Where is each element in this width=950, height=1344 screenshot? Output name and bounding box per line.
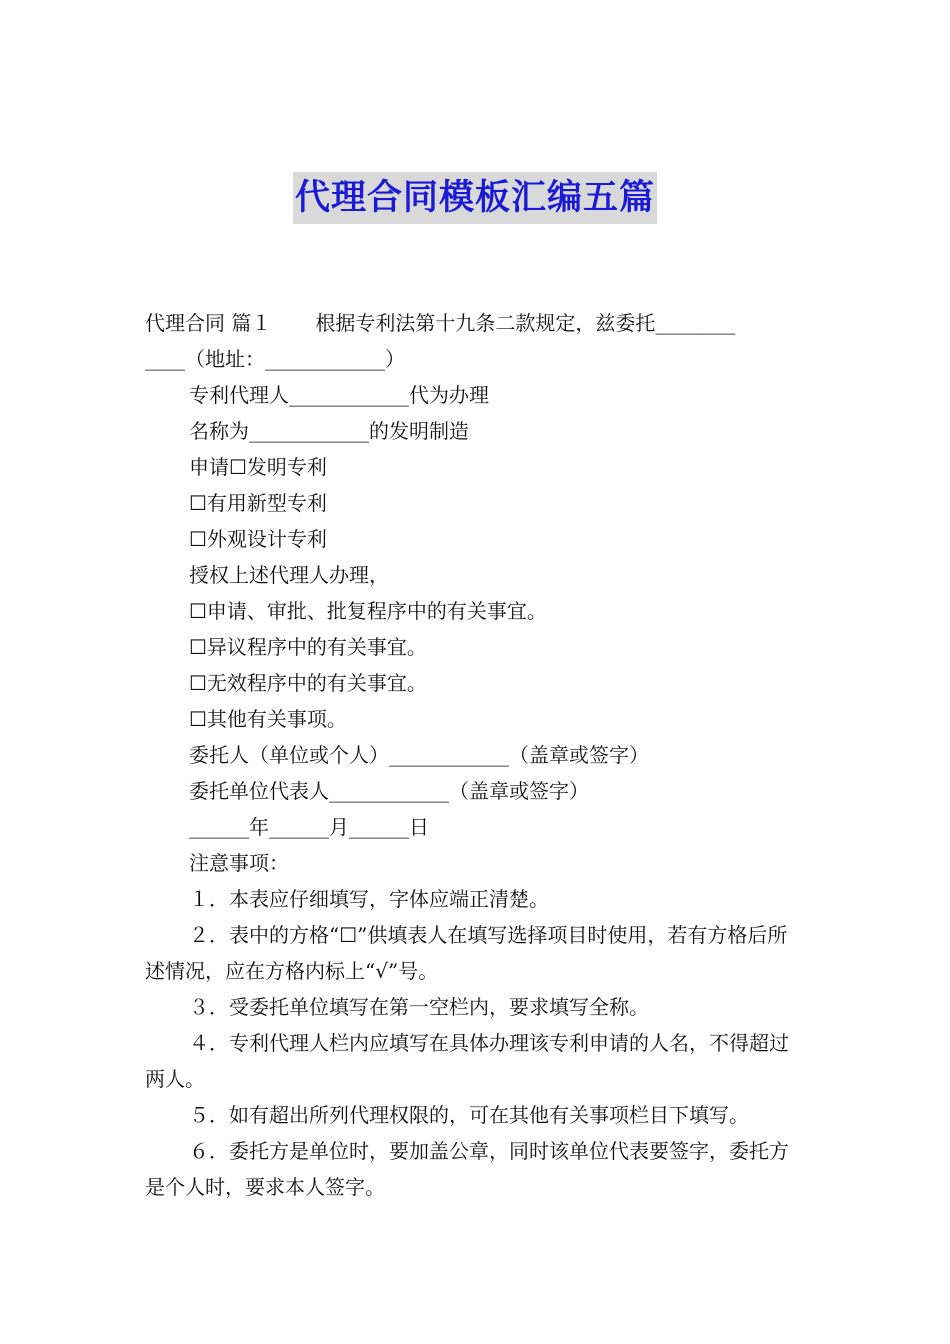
intro-line-2: ____（地址：____________） — [145, 347, 405, 371]
invention-name-line: 名称为____________的发明制造 — [189, 419, 469, 443]
design-patent-option: ☐外观设计专利 — [189, 527, 327, 551]
client-representative-line: 委托单位代表人____________（盖章或签字） — [189, 779, 589, 803]
invalidation-matters-option: ☐无效程序中的有关事宜。 — [189, 671, 427, 695]
approval-matters-option: ☐申请、审批、批复程序中的有关事宜。 — [189, 599, 547, 623]
note-item: ２．表中的方格“☐”供填表人在填写选择项目时使用，若有方格后所述情况，应在方格内标上“√”号。 — [145, 923, 788, 983]
intro-line-1 — [145, 305, 807, 341]
apply-invention-patent-option: 申请☐发明专利 — [189, 455, 327, 479]
other-matters-option: ☐其他有关事项。 — [189, 707, 347, 731]
client-signature-line: 委托人（单位或个人）____________（盖章或签字） — [189, 743, 649, 767]
note-item: １．本表应仔细填写，字体应端正清楚。 — [189, 887, 549, 911]
note-item: ５．如有超出所列代理权限的，可在其他有关事项栏目下填写。 — [189, 1103, 749, 1127]
document-title: 代理合同模板汇编五篇 — [293, 172, 657, 224]
date-line: ______年______月______日 — [189, 815, 429, 839]
agent-line: 专利代理人____________代为办理 — [189, 383, 489, 407]
note-item: ４．专利代理人栏内应填写在具体办理该专利申请的人名，不得超过两人。 — [145, 1031, 789, 1091]
utility-model-option: ☐有用新型专利 — [189, 491, 327, 515]
note-item: ６．委托方是单位时，要加盖公章，同时该单位代表要签字，委托方是个人时，要求本人签字。 — [145, 1139, 789, 1199]
title-container — [0, 172, 950, 224]
notes-heading: 注意事项： — [189, 851, 289, 875]
section-label: 代理合同 篇１ — [145, 311, 272, 335]
intro-text-1: 根据专利法第十九条二款规定，兹委托________ — [315, 311, 736, 335]
note-item: ３．受委托单位填写在第一空栏内，要求填写全称。 — [189, 995, 649, 1019]
document-body — [145, 305, 807, 1205]
objection-matters-option: ☐异议程序中的有关事宜。 — [189, 635, 427, 659]
authorization-line: 授权上述代理人办理， — [189, 563, 389, 587]
